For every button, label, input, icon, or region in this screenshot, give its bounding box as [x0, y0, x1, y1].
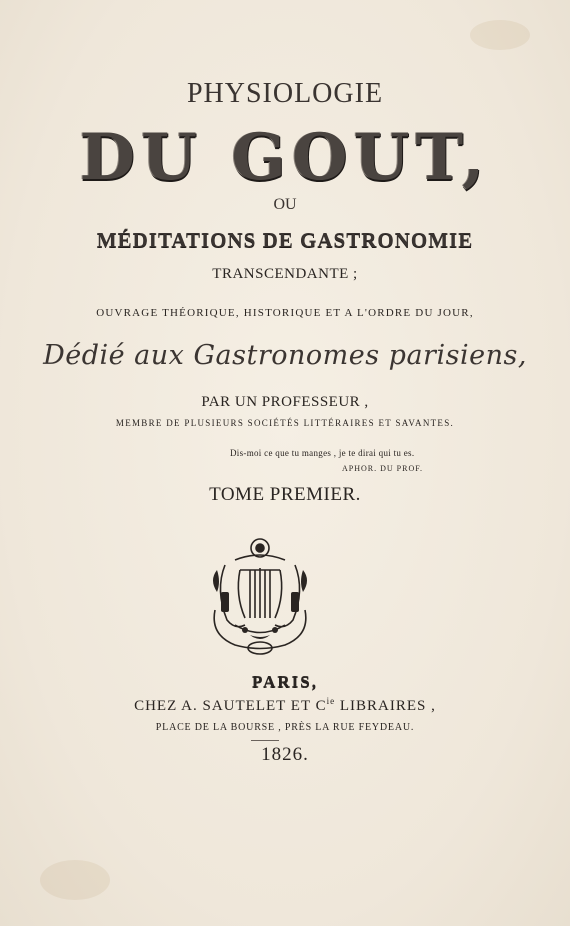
publisher-superscript: ie: [326, 696, 336, 706]
paper-stain: [470, 20, 530, 50]
divider: [251, 740, 279, 741]
imprint-city: PARIS,: [252, 672, 318, 691]
epigraph-attribution: APHOR. DU PROF.: [342, 464, 424, 473]
title-conjunction: OU: [273, 196, 297, 213]
volume-label: TOME PREMIER.: [209, 484, 361, 505]
book-subtitle: MÉDITATIONS DE GASTRONOMIE: [96, 228, 474, 252]
paper-stain: [40, 860, 110, 900]
book-title-line1: PHYSIOLOGIE: [186, 78, 384, 109]
book-description: OUVRAGE THÉORIQUE, HISTORIQUE ET A L'ORDRE DU JOUR,: [96, 307, 474, 319]
imprint-address: PLACE DE LA BOURSE , PRÈS LA RUE FEYDEAU.: [155, 722, 415, 733]
author-line: PAR UN PROFESSEUR ,: [201, 394, 369, 410]
imprint-year: 1826.: [261, 744, 309, 765]
lyre-emblem-icon: [195, 530, 325, 660]
epigraph: Dis-moi ce que tu manges , je te dirai qui tu es.: [230, 448, 415, 458]
publisher-name: CHEZ A. SAUTELET ET C: [134, 698, 327, 714]
author-membership: MEMBRE DE PLUSIEURS SOCIÉTÉS LITTÉRAIRES ET SAVANTES.: [115, 418, 455, 428]
imprint-publisher: [0, 696, 570, 715]
book-title-line2: DU GOUT,: [79, 120, 491, 195]
dedication: Dédié aux Gastronomes parisiens,: [43, 340, 527, 371]
book-subtitle-line2: TRANSCENDANTE ;: [212, 266, 358, 282]
publisher-suffix: LIBRAIRES ,: [335, 698, 436, 714]
